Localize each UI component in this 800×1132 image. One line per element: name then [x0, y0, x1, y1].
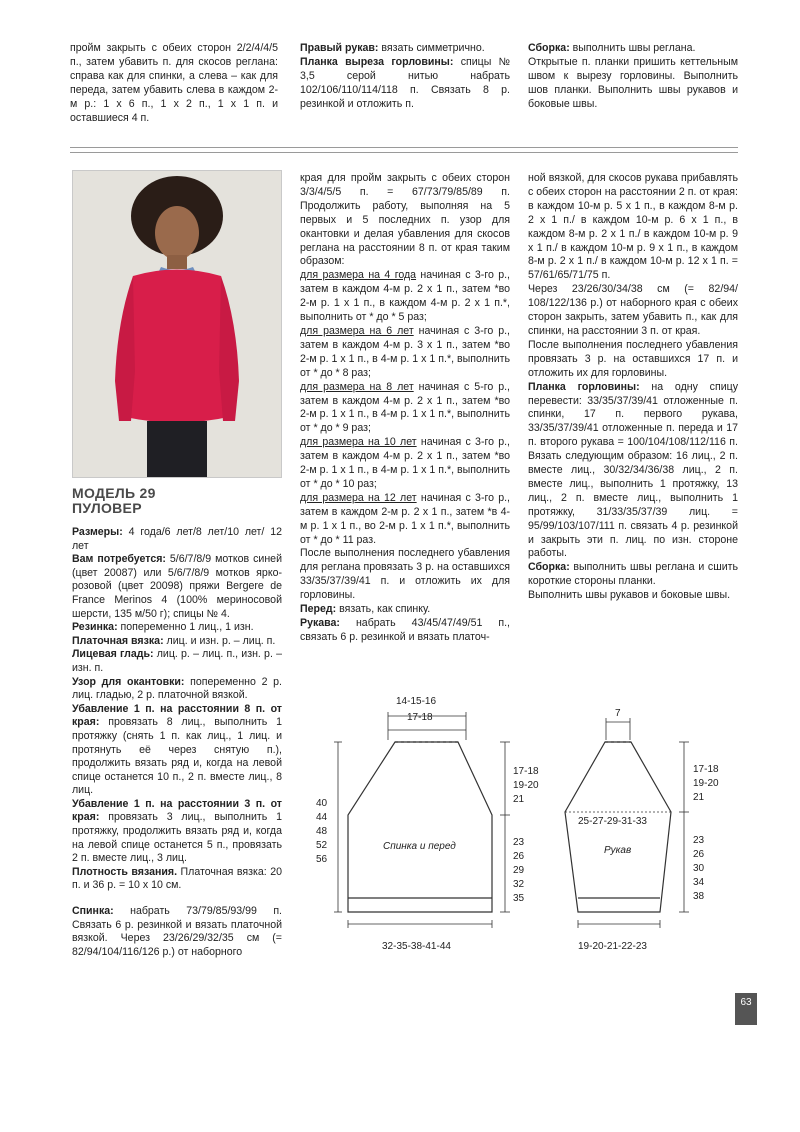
sleeve-top-dim: 7 [615, 708, 621, 719]
sleeve-outline [565, 742, 671, 912]
sleeve-label: Рукав [604, 845, 632, 856]
sleeve-raglan-3: 21 [693, 792, 705, 803]
assembly-text-2: Открытые п. планки пришить кеттельным швом к вырезу горловины. Выполнить шов планки. Выполнить швы рукавов и боковые швы. [528, 55, 738, 110]
body-length-1: 40 [316, 798, 328, 809]
sleeve-raglan-1: 17-18 [693, 764, 719, 775]
size-10: для размера на 10 лет начиная с 3-го р., затем в каждом 4-м р. 2 х 1 п., затем *во 2-м р. 1 х 1 п., в 4-м р. 1 х 1 п.*, выполнить от * до * 10 раз; [300, 436, 511, 490]
assembly-text: выполнить швы реглана. [569, 42, 696, 54]
assembly-heading: Сборка: [528, 42, 570, 54]
spec-decrease-8: Убавление 1 п. на расстоянии 8 п. от края: провязать 8 лиц., выполнить 1 протяжку (снять 1 п. как лиц., 1 лиц. и протянуть её через снятую п.), продолжить вязать ряд и, когда на левой спице останется 10 п., 2 п. вместе лиц., 8 лиц. [72, 702, 282, 797]
size-6: для размера на 6 лет начиная с 3-го р., затем в каждом 4-м р. 3 х 1 п., затем *во 2-м р. 1 х 1 п., в 4-м р. 1 х 1 п.*, выполнить от * до * 8 раз; [300, 324, 510, 379]
neck-band-text: спицы № 3,5 серой нитью набрать 102/106/110/114/118 п. Связать 8 р. резинкой и отложить п. [300, 55, 510, 110]
body-top-dim-2: 17-18 [407, 712, 433, 723]
body-side-2: 26 [513, 851, 525, 862]
sleeve-side-3: 30 [693, 863, 705, 874]
body-length-5: 56 [316, 854, 328, 865]
sleeve-side-2: 26 [693, 849, 705, 860]
raglan-after: После выполнения последнего убавления для реглана провязать 3 р. на оставшихся 33/35/37/39/41 п. и отложить их для горловины. [300, 547, 510, 602]
body-length-3: 48 [316, 826, 328, 837]
sleeve-side-1: 23 [693, 835, 705, 846]
spec-gauge: Плотность вязания. Платочная вязка: 20 п. и 36 р. = 10 х 10 см. [72, 865, 282, 892]
sleeve-bottom-dim: 19-20-21-22-23 [578, 941, 647, 952]
body-raglan-1: 17-18 [513, 766, 539, 777]
right-sleeve-text: вязать симметрично. [378, 42, 485, 54]
size-4: для размера на 4 года начиная с 3-го р., затем в каждом 4-м р. 2 х 1 п., затем *во 2-м р. 1 х 1 п., в каждом 4-м р. 2 х 1 п.*, выполнить от * до * 5 раз; [300, 269, 510, 324]
sleeve-armhole: Через 23/26/30/34/38 см (= 82/94/ 108/122/136 р.) от наборного края с обеих сторон закрыть, затем убавить п., как для спинки, на расстоянии 3 п. от края. [528, 283, 738, 337]
body-schematic [334, 712, 510, 928]
sleeve-increases: ной вязкой, для скосов рукава прибавлять с обеих сторон на расстоянии 2 п. от края: в каждом 10-м р. 5 х 1 п., в каждом 8-м р. 2 х 1 п./ в каждом 10-м р. 6 х 1 п., в каждом 8-м р. 2 х 1 п./ в каждом 10-м р. 9 х 1 п./ в каждом 10-м р. 9 х 1 п., в каждом 8-м р. 2 х 1 п./ в каждом 10-м р. 12 х 1 п. = 57/61/65/71/75 п. [528, 172, 738, 282]
spec-garter: Платочная вязка: лиц. и изн. р. – лиц. п. [72, 634, 276, 647]
sleeve-side-4: 34 [693, 877, 705, 888]
body-length-4: 52 [316, 840, 328, 851]
body-bottom-dim: 32-35-38-41-44 [382, 941, 451, 952]
spec-edging: Узор для окантовки: попеременно 2 р. лиц. гладью, 2 р. платочной вязкой. [72, 675, 282, 702]
spec-materials: Вам потребуется: 5/6/7/8/9 мотков синей (цвет 20087) или 5/6/7/8/9 мотков ярко-розовой (цвет 20098) пряжи Bergere de France Merinos 4 (100% мериносовой шерсти, 135 м/50 г); спицы № 4. [72, 553, 282, 620]
body-raglan-2: 19-20 [513, 780, 539, 791]
body-length-2: 44 [316, 812, 328, 823]
spec-stockinette: Лицевая гладь: лиц. р. – лиц. п., изн. р. – изн. п. [72, 648, 282, 674]
sleeve-raglan-2: 19-20 [693, 778, 719, 789]
raglan-intro: края для пройм закрыть с обеих сторон 3/3/4/5/5 п. = 67/73/79/85/89 п. Продолжить работу, выполняя на 5 первых и 5 последних п. узор для окантовки и делая убавления для скосов реглана на расстоянии 8 п. от края таким образом: [300, 172, 510, 268]
size-12: для размера на 12 лет начиная с 3-го р., затем в каждом 2-м р. 2 х 1 п., затем *в 4-м р. 1 х 1 п., во 2-м р. 1 х 1 п.*, выполнить от * до * 11 раз. [300, 491, 511, 546]
body-outline [348, 742, 492, 912]
size-8: для размера на 8 лет начиная с 5-го р., затем в каждом 4-м р. 2 х 1 п., затем *во 2-м р. 1 х 1 п., в 4-м р. 1 х 1 п.*, выполнить от * до * 9 раз; [300, 380, 510, 435]
neck-band-heading: Планка выреза горловины: [300, 55, 454, 68]
top-col-1-text: пройм закрыть с обеих сторон 2/2/4/4/5 п., затем убавить п. для скосов реглана: справа как для спинки, а слева – как для переда, затем убавить слева в каждом 2-м р.: 1 х 6 п., 1 х 2 п., 1 х 1 п. и оставшиеся 4 п. [70, 42, 278, 124]
sleeve-side-5: 38 [693, 891, 705, 902]
body-side-3: 29 [513, 865, 525, 876]
sleeve-finish: После выполнения последнего убавления провязать 3 р. на оставшихся 17 п. и отложить их для горловины. [528, 338, 738, 379]
sleeve-width-dim: 25-27-29-31-33 [578, 816, 647, 827]
body-side-4: 32 [513, 879, 525, 890]
front-instructions: Перед: вязать, как спинку. [300, 603, 431, 616]
body-side-5: 35 [513, 893, 525, 904]
page-number: 63 [735, 993, 757, 1025]
neckband-instructions: Планка горловины: на одну спицу перевести: 33/35/37/39/41 отложенные п. спинки, 17 п. первого рукава, 33/35/37/39/41 отложенные п. переда и 17 п. второго рукава = 100/104/108/112/116 п. Вязать следующим образом: 16 лиц., 2 п. вместе лиц., 30/32/34/36/38 лиц., 2 п. вместе лиц., выполнить 1 протяжку, 13 лиц., 2 п. вместе лиц., выполнить 1 протяжку, 31/33/35/37/39 лиц. = 95/99/103/107/111 п. связать 4 р. резинкой и закрыть эти п. лиц. по изн. стороне работы. [528, 380, 738, 560]
spec-sizes: Размеры: 4 года/6 лет/8 лет/10 лет/ 12 лет [72, 526, 282, 552]
spec-decrease-3: Убавление 1 п. на расстоянии 3 п. от края: провязать 3 лиц., выполнить 1 протяжку, продолжить вязать ряд и, когда на левой спице останется 5 п., провязать 2 п. вместе лиц., 3 лиц. [72, 797, 282, 865]
assembly-instructions: Сборка: выполнить швы реглана и сшить короткие стороны планки. [528, 561, 738, 588]
sleeves-instructions: Рукава: набрать 43/45/47/49/51 п., связать 6 р. резинкой и вязать платоч- [300, 617, 510, 643]
body-top-dim-1: 14-15-16 [396, 696, 437, 707]
assembly-final: Выполнить швы рукавов и боковые швы. [528, 589, 731, 602]
body-label: Спинка и перед [383, 841, 456, 852]
model-number: МОДЕЛЬ 29 [72, 485, 156, 501]
spec-rib: Резинка: попеременно 1 лиц., 1 изн. [72, 621, 254, 634]
right-sleeve-heading: Правый рукав: [300, 42, 379, 54]
body-raglan-3: 21 [513, 794, 525, 805]
back-instructions: Спинка: набрать 73/79/85/93/99 п. Связать 6 р. резинкой и вязать платочной вязкой. Через 23/26/29/32/35 см (= 82/94/104/116/126 р.) от наборного [72, 905, 282, 958]
model-name: ПУЛОВЕР [72, 500, 142, 516]
body-side-1: 23 [513, 837, 525, 848]
